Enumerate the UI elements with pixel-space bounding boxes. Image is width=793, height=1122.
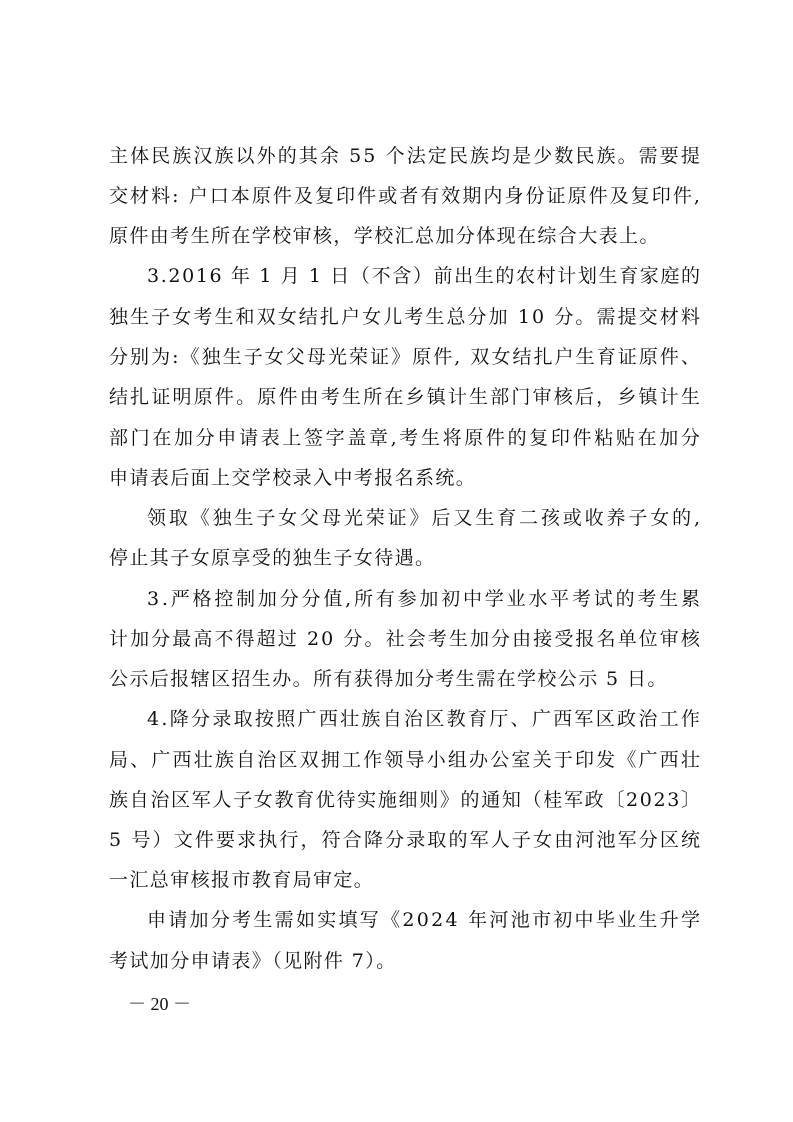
text-line: 一汇总审核报市教育局审定。	[109, 869, 375, 891]
text-line: 公示后报辖区招生办。所有获得加分考生需在学校公示 5 日。	[109, 668, 668, 690]
text-line: 考试加分申请表》（见附件 7）。	[109, 950, 397, 972]
text-line: 主体民族汉族以外的其余 55 个法定民族均是少数民族。需要提	[109, 145, 702, 167]
text-line: 部门在加分申请表上签字盖章,考生将原件的复印件粘贴在加分	[109, 427, 703, 449]
text-line: 申请加分考生需如实填写《2024 年河池市初中毕业生升学	[147, 909, 703, 931]
page-number: － 20 －	[128, 994, 191, 1014]
text-line: 族自治区军人子女教育优待实施细则》的通知（桂军政〔2023〕	[109, 789, 702, 811]
text-line: 领取《独生子女父母光荣证》后又生育二孩或收养子女的,	[147, 507, 703, 529]
text-line: 结扎证明原件。原件由考生所在乡镇计生部门审核后，乡镇计生	[109, 386, 703, 408]
text-line: 申请表后面上交学校录入中考报名系统。	[109, 467, 477, 489]
text-line: 4.降分录取按照广西壮族自治区教育厅、广西军区政治工作	[147, 708, 703, 730]
text-line: 独生子女考生和双女结扎户女儿考生总分加 10 分。需提交材料	[109, 306, 702, 328]
text-line: 交材料: 户口本原件及复印件或者有效期内身份证原件及复印件,	[109, 185, 702, 207]
text-line: 分别为:《独生子女父母光荣证》原件, 双女结扎户生育证原件、	[109, 346, 702, 368]
text-line: 停止其子女原享受的独生子女待遇。	[109, 547, 436, 569]
text-line: 3.2016 年 1 月 1 日（不含）前出生的农村计划生育家庭的	[147, 265, 702, 287]
text-line: 计加分最高不得超过 20 分。社会考生加分由接受报名单位审核	[109, 628, 702, 650]
text-line: 原件由考生所在学校审核，学校汇总加分体现在综合大表上。	[109, 225, 660, 247]
text-line: 局、广西壮族自治区双拥工作领导小组办公室关于印发《广西壮	[109, 749, 703, 771]
text-line: 3.严格控制加分分值,所有参加初中学业水平考试的考生累	[147, 588, 703, 610]
text-line: 5 号）文件要求执行，符合降分录取的军人子女由河池军分区统	[109, 829, 703, 851]
